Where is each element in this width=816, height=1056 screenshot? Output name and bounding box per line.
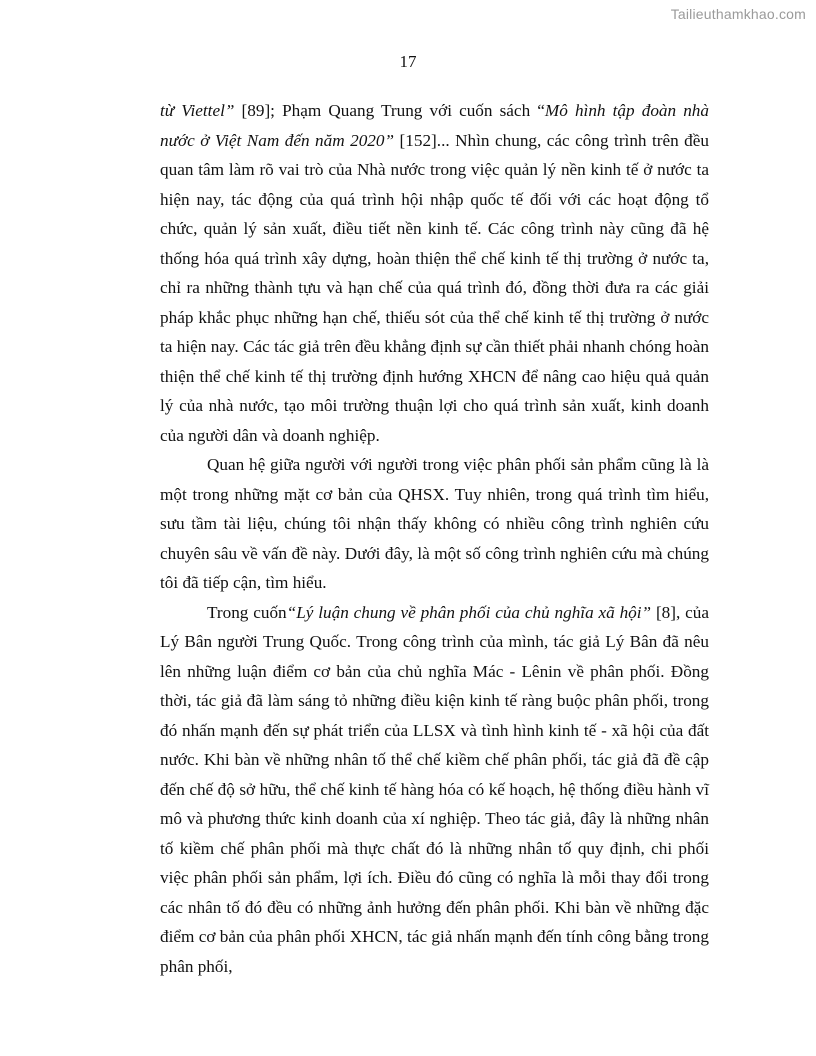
paragraph-text: [89]; Phạm Quang Trung với cuốn sách “ bbox=[234, 101, 545, 120]
paragraph-text: Trong cuốn bbox=[207, 602, 287, 622]
page-body bbox=[160, 96, 709, 981]
italic-book-title: “Lý luận chung về phân phối của chủ nghĩa xã hội” bbox=[286, 602, 652, 622]
paragraph-text: [152]... Nhìn chung, các công trình trên đều quan tâm làm rõ vai trò của Nhà nước trong việc quản lý nền kinh tế ở nước ta hiện nay, tác động của quá trình hội nhập quốc tế đối với các hoạt động tổ chức, quản lý sản xuất, điều tiết nền kinh tế. Các công trình này cũng đã hệ thống hóa quá trình xây dựng, hoàn thiện thể chế kinh tế thị trường ở nước ta, chỉ ra những thành tựu và hạn chế của quá trình đó, đồng thời đưa ra các giải pháp khắc phục những hạn chế, thiếu sót của thể chế kinh tế thị trường ở nước ta hiện nay. Các tác giả trên đều khẳng định sự cần thiết phải nhanh chóng hoàn thiện thể chế kinh tế thị trường định hướng XHCN để nâng cao hiệu quả quản lý của nhà nước, tạo môi trường thuận lợi cho quá trình sản xuất, kinh doanh của người dân và doanh nghiệp. bbox=[160, 130, 709, 445]
paragraph-text: [8], của Lý Bân người Trung Quốc. Trong công trình của mình, tác giả Lý Bân đã nêu lên những luận điểm cơ bản của chủ nghĩa Mác - Lênin về phân phối. Đồng thời, tác giả đã làm sáng tỏ những điều kiện kinh tế ràng buộc phân phối, trong đó nhấn mạnh đến sự phát triển của LLSX và tình hình kinh tế - xã hội của đất nước. Khi bàn về những nhân tố thể chế kiềm chế phân phối, tác giả đã đề cập đến chế độ sở hữu, thể chế kinh tế hàng hóa có kế hoạch, hệ thống điều hành vĩ mô và phương thức kinh doanh của xí nghiệp. Theo tác giả, đây là những nhân tố kiềm chế phân phối mà thực chất đó là những nhân tố quy định, chi phối việc phân phối sản phẩm, lợi ích. Điều đó cũng có nghĩa là mỗi thay đổi trong các nhân tố đó đều có những ảnh hưởng đến phân phối. Khi bàn về những đặc điểm cơ bản của phân phối XHCN, tác giả nhấn mạnh đến tính công bằng trong phân phối, bbox=[160, 602, 709, 976]
page-number: 17 bbox=[399, 52, 417, 71]
paragraph-2: Quan hệ giữa người với người trong việc phân phối sản phẩm cũng là là một trong những mặt cơ bản của QHSX. Tuy nhiên, trong quá trình tìm hiểu, sưu tầm tài liệu, chúng tôi nhận thấy không có nhiều công trình nghiên cứu chuyên sâu về vấn đề này. Dưới đây, là một số công trình nghiên cứu mà chúng tôi đã tiếp cận, tìm hiểu. bbox=[160, 455, 709, 592]
watermark: Tailieuthamkhao.com bbox=[670, 6, 806, 22]
paragraph-3 bbox=[160, 598, 709, 982]
paragraph-1 bbox=[160, 96, 709, 450]
italic-book-title: Mô hình tập đoàn nhà nước ở Việt Nam đến năm 2020” bbox=[160, 101, 709, 150]
italic-title-fragment: từ Viettel” bbox=[160, 101, 235, 120]
